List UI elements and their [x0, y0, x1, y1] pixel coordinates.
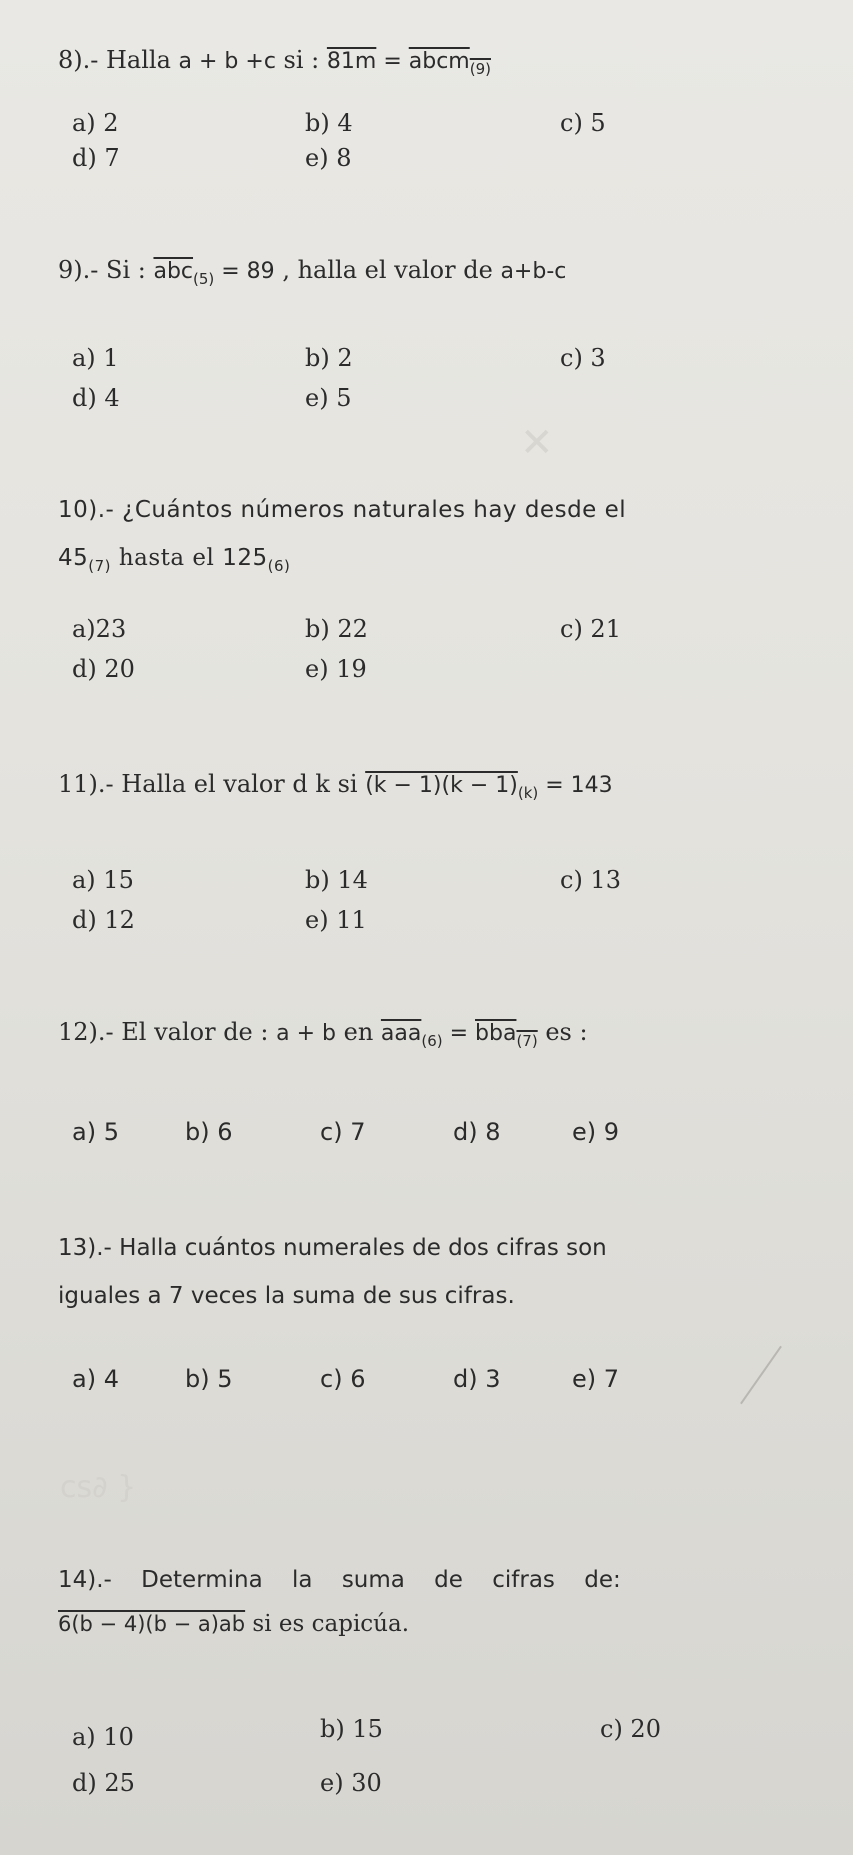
option-label: c) 13	[560, 866, 621, 894]
option-label: e) 9	[572, 1118, 620, 1146]
base-subscript: (5)	[193, 270, 215, 288]
question-text: 11).- Halla el valor d k si	[58, 770, 366, 798]
question-text: hasta el	[111, 545, 223, 571]
numeral-digits: bba	[475, 1021, 517, 1046]
option-b[interactable]	[305, 614, 368, 644]
option-label: e) 8	[305, 144, 352, 172]
option-label: d) 25	[72, 1769, 135, 1797]
option-label: a) 15	[72, 866, 134, 894]
option-a[interactable]	[72, 1364, 119, 1394]
option-e[interactable]	[572, 1364, 619, 1394]
question-text: 8).- Halla	[58, 46, 179, 74]
option-d[interactable]	[72, 143, 120, 173]
option-label: b) 5	[185, 1365, 233, 1393]
option-label: d) 20	[72, 655, 135, 683]
option-d[interactable]	[453, 1117, 501, 1147]
option-a[interactable]	[72, 1722, 134, 1752]
question-14	[58, 1560, 813, 1644]
option-b[interactable]	[185, 1364, 233, 1394]
option-c[interactable]	[560, 865, 621, 895]
question-text: es :	[537, 1018, 588, 1046]
option-a[interactable]	[72, 108, 119, 138]
option-label: c) 21	[560, 615, 621, 643]
numeral-digits: 125	[222, 545, 268, 571]
option-c[interactable]	[560, 614, 621, 644]
option-label: b) 22	[305, 615, 368, 643]
equals-sign: = 89	[214, 259, 275, 284]
option-label: c) 5	[560, 109, 606, 137]
question-10	[58, 490, 813, 586]
base-subscript: (6)	[421, 1032, 443, 1050]
option-c[interactable]	[560, 108, 606, 138]
option-b[interactable]	[320, 1714, 383, 1744]
option-label: d) 3	[453, 1365, 501, 1393]
question-text: en	[335, 1018, 381, 1046]
equals-sign: =	[376, 49, 409, 74]
option-e[interactable]	[305, 143, 351, 173]
option-label: a) 2	[72, 109, 119, 137]
question-text: 13).- Halla cuántos numerales de dos cifras son	[58, 1235, 607, 1261]
question-text: , halla el valor de	[274, 256, 501, 284]
option-d[interactable]	[72, 654, 135, 684]
option-label: d) 12	[72, 906, 135, 934]
option-label: c) 3	[560, 344, 606, 372]
option-label: a)23	[72, 615, 127, 643]
question-text: 10).- ¿Cuántos números naturales hay desde el	[58, 497, 627, 523]
watermark-mark: cs∂ }	[60, 1470, 137, 1505]
base-subscript: (6)	[267, 557, 291, 575]
question-13	[58, 1228, 813, 1316]
option-label: d) 8	[453, 1118, 501, 1146]
option-e[interactable]	[305, 383, 351, 413]
base-subscript: (7)	[88, 557, 112, 575]
question-text: 9).- Si :	[58, 256, 154, 284]
pen-stroke	[740, 1346, 782, 1404]
option-label: a) 5	[72, 1118, 119, 1146]
option-label: e) 30	[320, 1769, 382, 1797]
question-text: 14).- Determina la suma de cifras de:	[58, 1567, 621, 1593]
option-a[interactable]	[72, 1117, 119, 1147]
option-b[interactable]	[305, 865, 368, 895]
math-expression: a + b +c	[178, 49, 276, 74]
option-c[interactable]	[600, 1714, 661, 1744]
option-label: a) 4	[72, 1365, 119, 1393]
option-b[interactable]	[305, 343, 353, 373]
numeral-overline: 6(b − 4)(b − a)ab	[58, 1612, 246, 1636]
option-label: e) 7	[572, 1365, 620, 1393]
numeral-overline	[475, 1021, 538, 1050]
watermark-mark: ✕	[520, 420, 554, 466]
question-text: 12).- El valor de :	[58, 1018, 277, 1046]
option-a[interactable]	[72, 865, 134, 895]
option-b[interactable]	[185, 1117, 233, 1147]
math-expression: a+b-c	[500, 259, 567, 284]
question-text: si :	[275, 46, 327, 74]
option-a[interactable]	[72, 614, 126, 644]
numeral-overline: (k − 1)(k − 1)	[365, 773, 518, 798]
option-label: a) 1	[72, 344, 119, 372]
option-e[interactable]	[320, 1768, 382, 1798]
base-subscript: (9)	[469, 60, 491, 78]
option-label: b) 2	[305, 344, 353, 372]
question-text: iguales a 7 veces la suma de sus cifras.	[58, 1283, 515, 1309]
option-label: b) 14	[305, 866, 368, 894]
option-label: c) 6	[320, 1365, 366, 1393]
option-label: e) 19	[305, 655, 367, 683]
option-d[interactable]	[453, 1364, 501, 1394]
question-12	[58, 1012, 813, 1061]
numeral-overline: $\overline{aaa}$	[380, 1021, 422, 1046]
math-expression: a + b	[276, 1021, 336, 1046]
option-c[interactable]	[320, 1364, 365, 1394]
numeral-overline: $\overline{abc}$	[153, 259, 194, 284]
option-c[interactable]	[560, 343, 606, 373]
base-subscript: (7)	[516, 1032, 538, 1050]
numeral-overline	[408, 49, 491, 78]
option-d[interactable]	[72, 383, 120, 413]
option-a[interactable]	[72, 343, 119, 373]
option-e[interactable]	[305, 654, 367, 684]
option-label: b) 15	[320, 1715, 383, 1743]
equals-sign: =	[442, 1021, 476, 1046]
numeral-digits: 45	[58, 545, 89, 571]
numeral-digits: abcm	[408, 49, 470, 74]
question-8	[58, 40, 813, 89]
option-d[interactable]	[72, 1768, 135, 1798]
option-label: d) 4	[72, 384, 120, 412]
option-label: c) 20	[600, 1715, 661, 1743]
option-label: b) 4	[305, 109, 353, 137]
option-d[interactable]	[72, 905, 135, 935]
equals-sign: = 143	[538, 773, 613, 798]
option-label: a) 10	[72, 1723, 134, 1751]
question-9	[58, 250, 813, 299]
numeral-overline: 81m	[326, 49, 377, 74]
option-label: d) 7	[72, 144, 120, 172]
question-11	[58, 764, 813, 813]
option-label: b) 6	[185, 1118, 233, 1146]
option-e[interactable]	[572, 1117, 619, 1147]
option-label: e) 5	[305, 384, 352, 412]
option-label: c) 7	[320, 1118, 366, 1146]
question-text: si es capicúa.	[245, 1611, 410, 1637]
base-subscript: (k)	[517, 784, 539, 802]
option-label: e) 11	[305, 906, 367, 934]
option-c[interactable]	[320, 1117, 365, 1147]
option-b[interactable]	[305, 108, 353, 138]
option-e[interactable]	[305, 905, 367, 935]
